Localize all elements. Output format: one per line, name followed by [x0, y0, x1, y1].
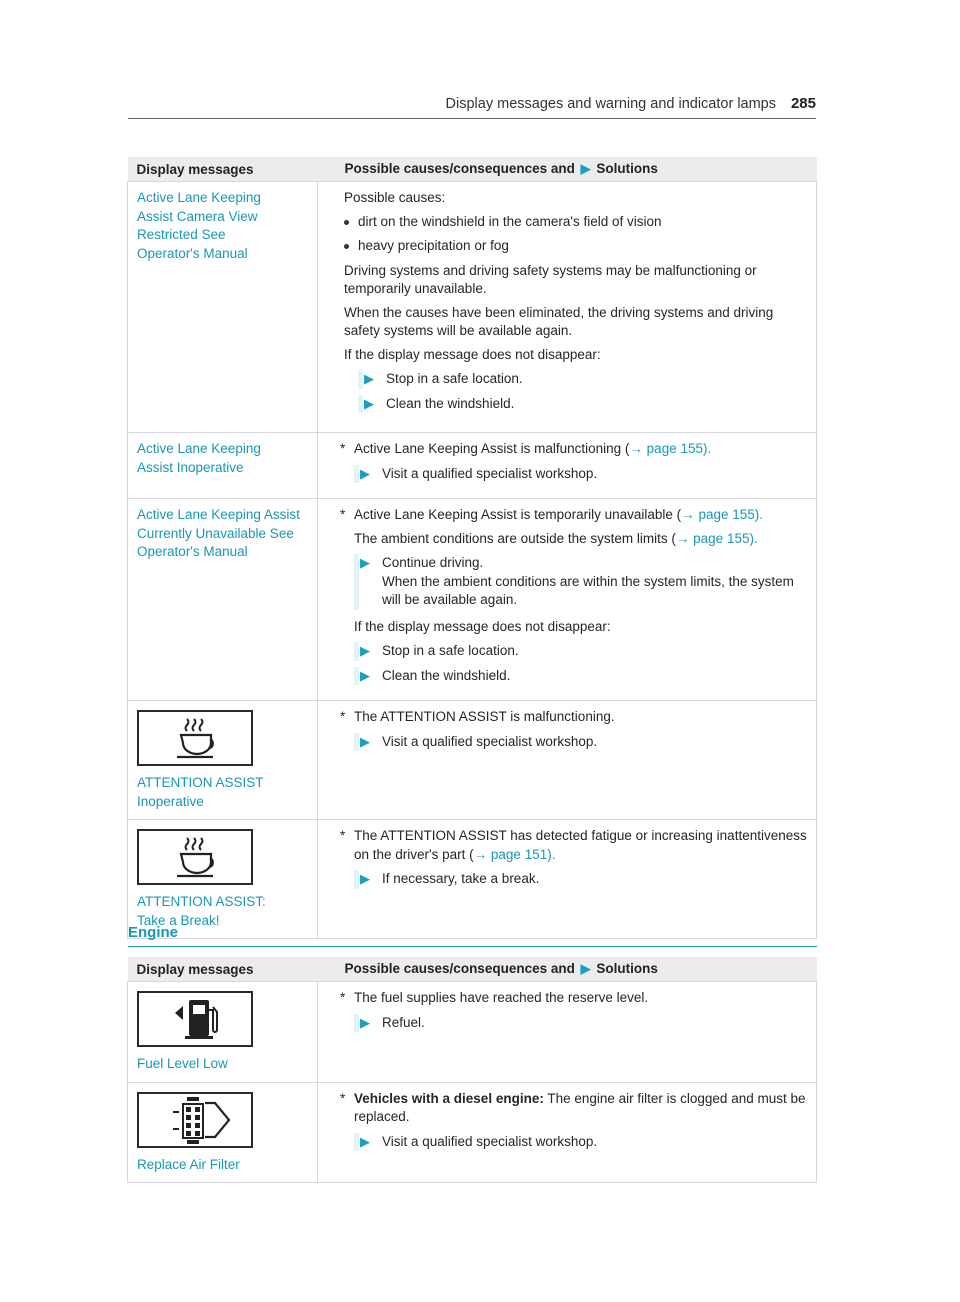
page-ref-link[interactable]: → page 155). [629, 441, 712, 456]
col-header-causes: Possible causes/consequences and ▶ Solutions [318, 157, 817, 182]
paragraph: If the display message does not disappear: [344, 346, 601, 362]
table-row: Active Lane Keeping Assist Currently Unavailable See Operator's Manual * Active Lane Keeping Assist is temporarily unavailable (→ page 155). The ambient conditions are outside the system limits (→ page 155). ▶ Continue driving. When the ambient conditions are within the system limits, the system will be available again. If the display message does not disappear: ▶ Stop in a safe location. ▶ Clean the windshield. [128, 499, 817, 701]
star-icon: * [340, 990, 346, 1005]
list-item: dirt on the windshield in the camera's field of vision [344, 213, 808, 232]
solution-step: ▶ Clean the windshield. [358, 395, 808, 414]
solution-step: ▶ Continue driving. When the ambient conditions are within the system limits, the system will be available again. [354, 554, 808, 610]
table-header-row [128, 157, 817, 182]
display-messages-table [127, 157, 817, 939]
table-row: Fuel Level Low * The fuel supplies have reached the reserve level. ▶ Refuel. [128, 982, 817, 1083]
engine-messages-table [127, 957, 817, 1183]
page-ref-link[interactable]: → page 155). [675, 530, 758, 546]
table-row: ATTENTION ASSIST Inoperative * The ATTENTION ASSIST is malfunctioning. ▶ Visit a qualified specialist workshop. [128, 701, 817, 820]
message-text: ATTENTION ASSIST: Take a Break! [137, 894, 266, 928]
solution-step: ▶ If necessary, take a break. [354, 870, 808, 889]
step-arrow-icon: ▶ [354, 1014, 382, 1033]
paragraph: If the display message does not disappear: [354, 618, 611, 634]
paragraph: Driving systems and driving safety systems may be malfunctioning or temporarily unavailable. [344, 262, 757, 296]
message-text: ATTENTION ASSIST Inoperative [137, 775, 264, 809]
page-ref-link[interactable]: → page 151). [473, 846, 556, 862]
table-row: ATTENTION ASSIST: Take a Break! * The ATTENTION ASSIST has detected fatigue or increasing inattentiveness on the driver's part (→ page 151). ▶ If necessary, take a break. [128, 820, 817, 939]
paragraph: When the causes have been eliminated, the driving systems and driving safety systems will be available again. [344, 304, 774, 338]
message-text: Active Lane Keeping Assist Inoperative [137, 441, 261, 475]
fuel-pump-icon [137, 991, 253, 1047]
message-text: Replace Air Filter [137, 1156, 240, 1172]
step-arrow-icon: ▶ [354, 870, 382, 889]
step-arrow-icon: ▶ [354, 667, 382, 686]
solution-step: ▶ Visit a qualified specialist workshop. [354, 1133, 808, 1152]
solution-step: ▶ Stop in a safe location. [354, 642, 808, 661]
col-header-display-messages: Display messages [128, 157, 318, 182]
solution-arrow-icon: ▶ [580, 161, 591, 176]
table-row: Active Lane Keeping Assist Inoperative * Active Lane Keeping Assist is malfunctioning (→ page 155). ▶ Visit a qualified specialist workshop. [128, 433, 817, 499]
page-header [128, 96, 816, 119]
star-icon: * [340, 709, 346, 724]
air-filter-icon [137, 1092, 253, 1148]
col-header-display-messages: Display messages [128, 957, 318, 982]
header-title: Display messages and warning and indicator lamps [445, 96, 776, 112]
section-title-engine: Engine [128, 924, 817, 947]
col-header-causes: Possible causes/consequences and ▶ Solutions [318, 957, 817, 982]
step-arrow-icon: ▶ [358, 370, 386, 389]
step-arrow-icon: ▶ [354, 642, 382, 661]
table-row: Replace Air Filter * Vehicles with a diesel engine: The engine air filter is clogged and must be replaced. ▶ Visit a qualified specialist workshop. [128, 1082, 817, 1183]
table-header-row [128, 957, 817, 982]
message-text: Active Lane Keeping Assist Currently Unavailable See Operator's Manual [137, 507, 300, 559]
solution-step: ▶ Visit a qualified specialist workshop. [354, 733, 808, 752]
star-icon: * [340, 828, 346, 843]
star-icon: * [340, 1090, 346, 1106]
star-icon: * [340, 507, 346, 522]
coffee-cup-icon [137, 829, 253, 885]
solution-step: ▶ Clean the windshield. [354, 667, 808, 686]
causes-list [344, 213, 808, 256]
solution-step: ▶ Refuel. [354, 1014, 808, 1033]
solution-step: ▶ Stop in a safe location. [358, 370, 808, 389]
solution-arrow-icon: ▶ [580, 961, 591, 976]
coffee-cup-icon [137, 710, 253, 766]
step-arrow-icon: ▶ [358, 395, 386, 414]
page-ref-link[interactable]: → page 155). [681, 507, 763, 522]
page-number: 285 [790, 95, 816, 112]
message-text: Active Lane Keeping Assist Camera View Restricted See Operator's Manual [137, 190, 261, 261]
message-text: Fuel Level Low [137, 1056, 228, 1071]
step-arrow-icon: ▶ [354, 733, 382, 752]
solution-step: ▶ Visit a qualified specialist workshop. [354, 465, 808, 484]
step-arrow-icon: ▶ [354, 554, 382, 610]
causes-intro: Possible causes: [344, 190, 446, 205]
table-row [128, 182, 817, 433]
list-item: heavy precipitation or fog [344, 237, 808, 256]
step-arrow-icon: ▶ [354, 1133, 382, 1152]
step-arrow-icon: ▶ [354, 465, 382, 484]
star-icon: * [340, 441, 346, 456]
